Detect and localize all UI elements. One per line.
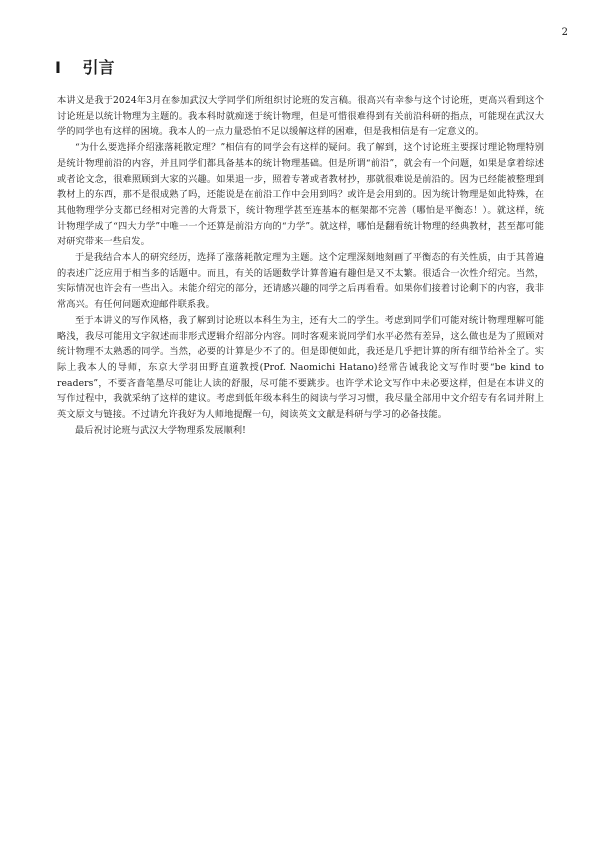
section-number: I bbox=[55, 58, 61, 77]
paragraph: 至于本讲义的写作风格，我了解到讨论班以本科生为主，还有大二的学生。考虑到同学们可能对统计物理理解可能略浅，我尽可能用文字叙述而非形式逻辑介绍部分内容。同时客观来说同学们水平必然有差异，这么做也是为了照顾对统计物理不太熟悉的同学。当然，必要的计算是少不了的。但是即便如此，我还是几乎把计算的所有细节给补全了。实际上我本人的导师，东京大学羽田野直道教授(Prof. Naomichi Hatano)经常告诫我论文写作时要“be kind to readers”，不要吝啬笔墨尽可能让人读的舒服，尽可能不要跳步。也许学术论文写作中未必要这样，但是在本讲义的写作过程中，我就采纳了这样的建议。考虑到低年级本科生的阅读与学习习惯，我尽量全部用中文介绍专有名词并附上英文原文与链接。不过请允许我好为人师地提醒一句，阅读英文文献是科研与学习的必备技能。 bbox=[57, 314, 544, 421]
page-number: 2 bbox=[561, 27, 568, 38]
section-title: 引言 bbox=[82, 58, 115, 77]
section-heading bbox=[55, 55, 115, 78]
paragraph: 于是我结合本人的研究经历，选择了涨落耗散定理为主题。这个定理深刻地刻画了平衡态的有关性质，由于其普遍的表述广泛应用于相当多的话题中。而且，有关的话题数学计算普遍有趣但是又不太繁。很适合一次性介绍完。当然，实际情况也许会有一些出入。未能介绍完的部分，还请感兴趣的同学之后再看看。如果你们接着讨论剩下的内容，我非常高兴。有任何问题欢迎邮件联系我。 bbox=[57, 252, 544, 311]
body-text bbox=[57, 93, 544, 438]
paragraph: 最后祝讨论班与武汉大学物理系发展顺利! bbox=[75, 424, 246, 436]
paragraph: 本讲义是我于2024年3月在参加武汉大学同学们所组织讨论班的发言稿。很高兴有幸参与这个讨论班，更高兴看到这个讨论班是以统计物理为主题的。我本科时就痴迷于统计物理，但是可惜很难得到有关前沿科研的指点，可能现在武汉大学的同学也有这样的困境。我本人的一点力量恐怕不足以缓解这样的困难，但是我相信是有一定意义的。 bbox=[57, 95, 544, 138]
paragraph: “为什么要选择介绍涨落耗散定理？”相信有的同学会有这样的疑问。我了解到，这个讨论班主要探讨理论物理特别是统计物理前沿的内容，并且同学们都具备基本的统计物理基础。但是所谓“前沿”，就会有一个问题，如果是拿着综述或者论文念，很难照顾到大家的兴趣。如果退一步，照着专著或者教材抄，那就很难说是前沿的。因为已经能被整理到教材上的东西，那不是很成熟了吗，还能说是在前沿工作中会用到吗？或许是会用到的。因为统计物理是如此特殊，在其他物理学分支都已经相对完善的大背景下，统计物理学甚至连基本的框架都不完善（哪怕是平衡态！）。就这样，统计物理学成了“四大力学”中唯一一个还算是前沿方向的“力学”。就这样，哪怕是翻看统计物理的经典教材，甚至都可能对研究带来一些启发。 bbox=[57, 142, 544, 248]
